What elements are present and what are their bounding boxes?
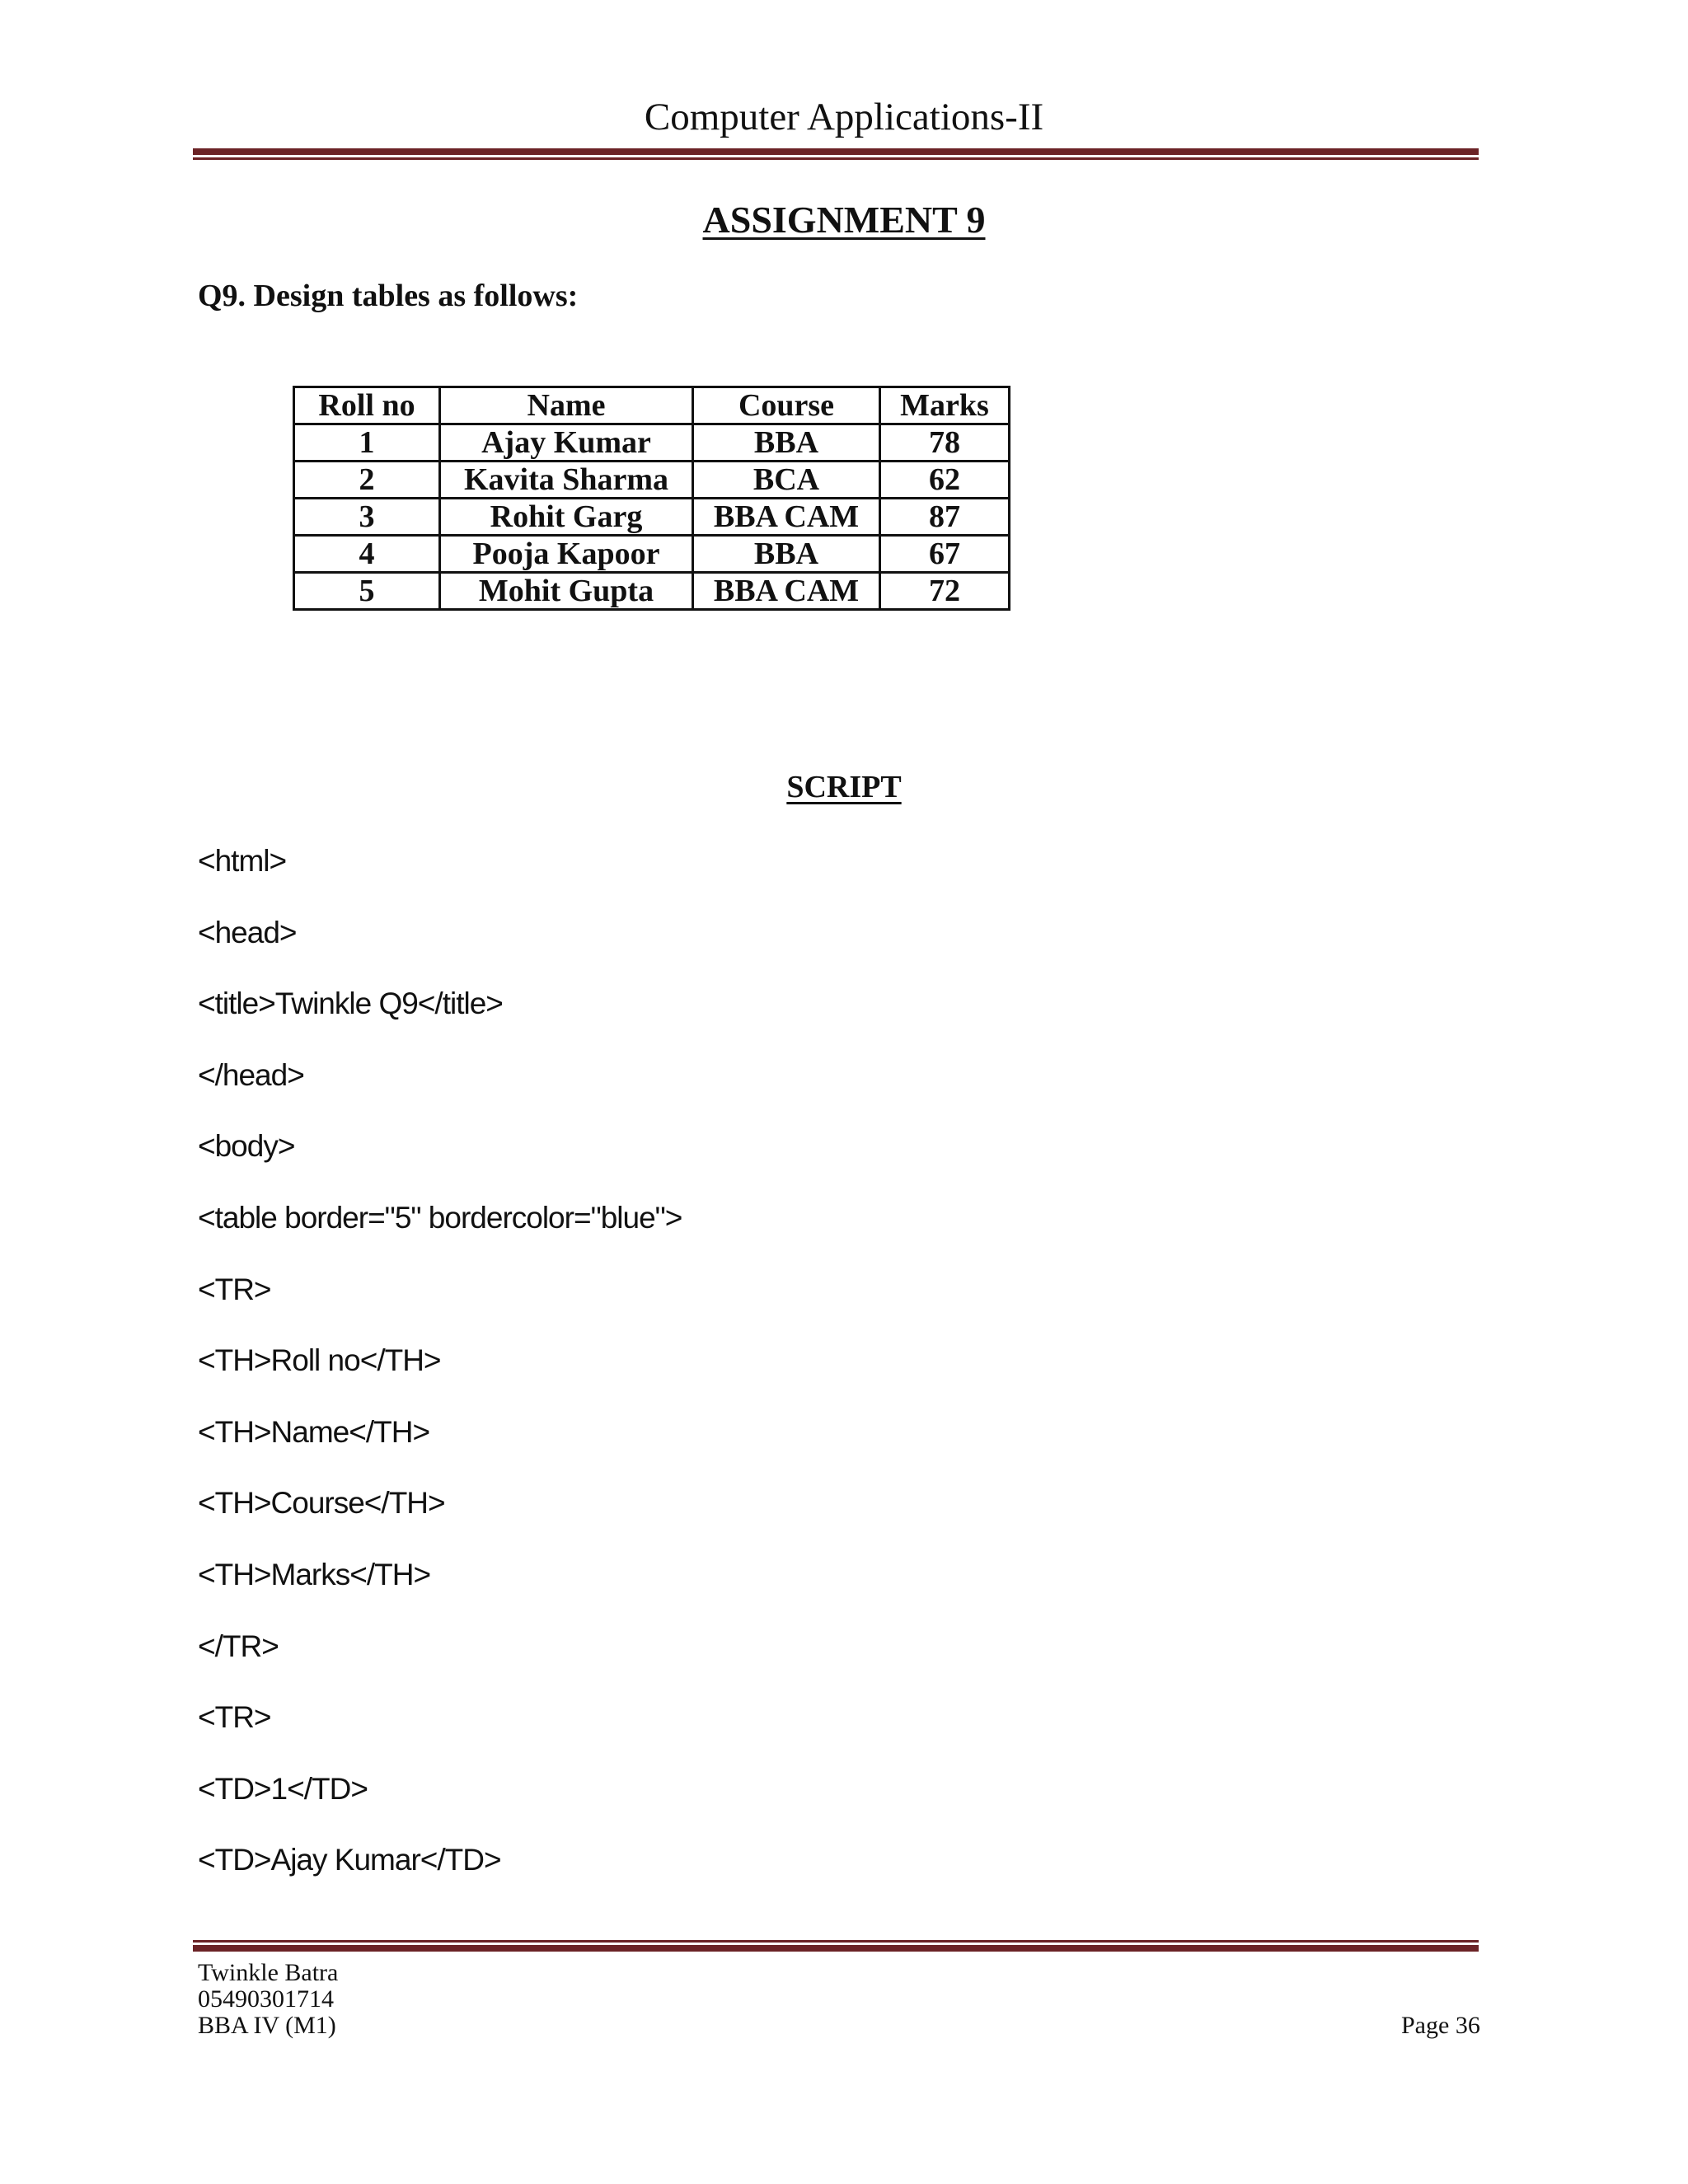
code-line: </head> [198,1057,304,1092]
table-cell-roll-no: 2 [294,462,440,499]
table-cell-name: Ajay Kumar [440,424,693,462]
table-row [294,462,1010,499]
table-cell-roll-no: 5 [294,573,440,610]
code-line: <TH>Course</TH> [198,1486,445,1521]
column-header-name: Name [440,387,693,424]
assignment-heading-text: ASSIGNMENT 9 [702,199,986,241]
table-cell-course: BBA [693,536,880,573]
code-line: <TH>Roll no</TH> [198,1343,441,1378]
table-cell-name: Pooja Kapoor [440,536,693,573]
code-line: <body> [198,1129,295,1164]
script-code-listing [198,841,682,1911]
code-line: <title>Twinkle Q9</title> [198,987,503,1021]
code-line: </TR> [198,1629,279,1663]
table-cell-marks: 67 [880,536,1010,573]
footer-author: Twinkle Batra [198,1959,339,1986]
code-line: <TR> [198,1700,271,1735]
footer-class: BBA IV (M1) [198,2012,336,2039]
table-cell-course: BCA [693,462,880,499]
student-marks-table [293,386,1010,611]
code-line: <TH>Marks</TH> [198,1557,431,1591]
table-cell-roll-no: 4 [294,536,440,573]
header-rule-thick [193,148,1479,155]
code-line: <TD>Ajay Kumar</TD> [198,1843,501,1877]
table-cell-name: Kavita Sharma [440,462,693,499]
table-cell-course: BBA CAM [693,573,880,610]
table-cell-marks: 62 [880,462,1010,499]
table-row [294,536,1010,573]
code-line: <html> [198,844,287,878]
code-line: <TR> [198,1272,271,1306]
table-cell-roll-no: 3 [294,499,440,536]
code-line: <head> [198,915,297,949]
code-line: <table border="5" bordercolor="blue"> [198,1200,682,1235]
table-cell-marks: 72 [880,573,1010,610]
code-line: <TH>Name</TH> [198,1414,430,1449]
table-cell-marks: 78 [880,424,1010,462]
table-row [294,499,1010,536]
table-cell-name: Rohit Garg [440,499,693,536]
column-header-course: Course [693,387,880,424]
page-footer [198,1960,338,2039]
table-cell-course: BBA CAM [693,499,880,536]
table-cell-marks: 87 [880,499,1010,536]
code-line: <TD>1</TD> [198,1771,368,1806]
table-cell-name: Mohit Gupta [440,573,693,610]
column-header-roll-no: Roll no [294,387,440,424]
footer-rule-thick [193,1945,1479,1952]
header-rule-thin [193,157,1479,160]
table-row [294,573,1010,610]
footer-rule-thin [193,1940,1479,1943]
table-cell-course: BBA [693,424,880,462]
page-header-title: Computer Applications-II [644,96,1044,138]
footer-roll-number: 05490301714 [198,1985,334,2013]
script-heading-text: SCRIPT [786,770,902,804]
question-text: Q9. Design tables as follows: [198,279,579,313]
script-heading [0,766,1688,808]
table-header-row [294,387,1010,424]
table-row [294,424,1010,462]
page-number: Page 36 [1401,2012,1480,2039]
table-cell-roll-no: 1 [294,424,440,462]
assignment-heading [0,196,1688,244]
column-header-marks: Marks [880,387,1010,424]
